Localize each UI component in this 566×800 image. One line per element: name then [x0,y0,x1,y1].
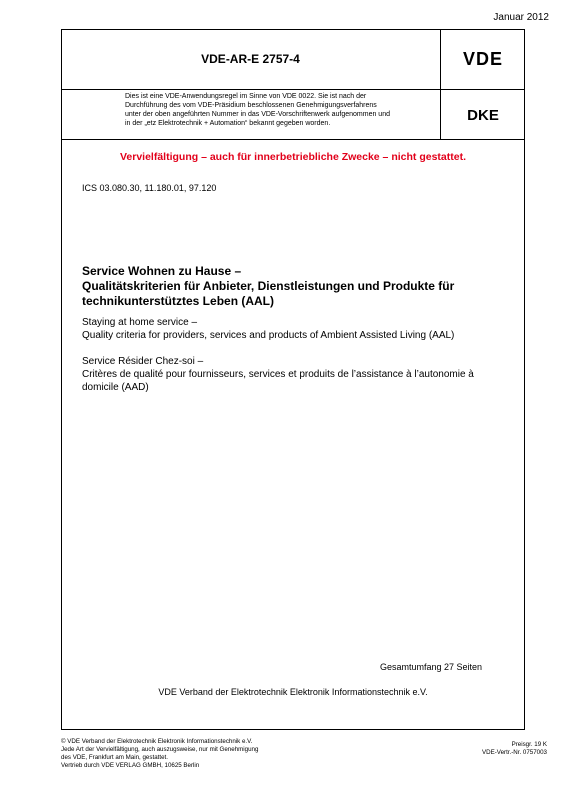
title-french-line: Service Résider Chez-soi – [82,356,204,367]
document-number: VDE-AR-E 2757-4 [201,52,300,66]
title-german-line: Service Wohnen zu Hause – [82,264,242,278]
title-english [82,316,512,342]
footer-line: © VDE Verband der Elektrotechnik Elektronik Informationstechnik e.V. [61,738,253,745]
footer-line: Jede Art der Vervielfältigung, auch auszugsweise, nur mit Genehmigung [61,746,259,753]
title-german-line: technikunterstütztes Leben (AAL) [82,294,275,308]
title-english-line: Staying at home service – [82,317,198,328]
notice-line: unter der oben angeführten Nummer in das VDE-Vorschriftenwerk aufgenommen und [125,111,390,118]
title-english-line: Quality criteria for providers, services and products of Ambient Assisted Living (AAL) [82,330,455,341]
application-rule-notice [125,92,431,128]
issue-date: Januar 2012 [493,12,549,23]
vde-logo-text: VDE [462,48,503,69]
notice-line: Dies ist eine VDE-Anwendungsregel im Sinne von VDE 0022. Sie ist nach der [125,93,367,100]
price-group: Preisgr. 19 K [511,741,547,748]
title-german [82,264,502,309]
distribution-number: VDE-Vertr.-Nr. 0757003 [482,749,547,756]
title-german-line: Qualitätskriterien für Anbieter, Dienstleistungen und Produkte für [82,279,455,293]
copy-prohibition-notice: Vervielfältigung – auch für innerbetriebliche Zwecke – nicht gestattet. [119,151,466,163]
copyright-footer [61,738,258,770]
vde-logo [441,29,525,89]
notice-line: Durchführung des vom VDE-Präsidium beschlossenen Genehmigungsverfahrens [125,102,377,109]
ics-codes: ICS 03.080.30, 11.180.01, 97.120 [82,183,217,193]
title-french [82,355,512,394]
footer-line: Vertrieb durch VDE VERLAG GMBH, 10625 Berlin [61,762,200,769]
notice-line: in der „etz Elektrotechnik + Automation“ bekannt gegeben worden. [125,120,331,127]
total-pages: Gesamtumfang 27 Seiten [379,662,482,672]
issuer-name: VDE Verband der Elektrotechnik Elektronik Informationstechnik e.V. [158,687,428,697]
title-french-line: domicile (AAD) [82,382,149,393]
footer-line: des VDE, Frankfurt am Main, gestattet. [61,754,168,761]
price-info [482,741,547,757]
dke-label: DKE [467,106,499,124]
title-french-line: Critères de qualité pour fournisseurs, services et produits de l’assistance à l’autonomie à [82,369,474,380]
